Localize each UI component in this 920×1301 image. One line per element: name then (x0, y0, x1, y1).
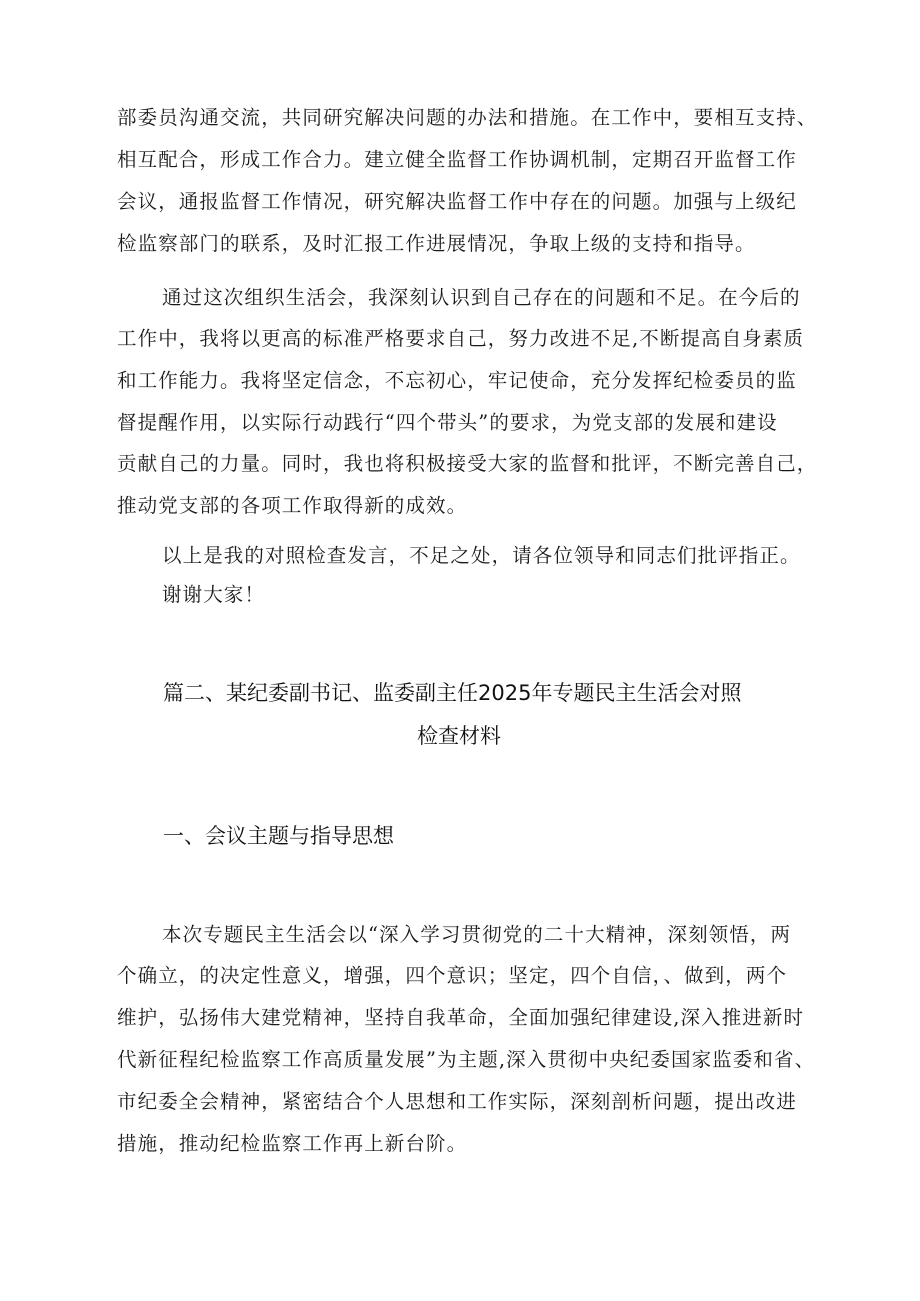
document-title-line-2: 检查材料 (417, 724, 501, 748)
section-heading: 一、会议主题与指导思想 (163, 824, 394, 848)
paragraph-line: 措施，推动纪检监察工作再上新台阶。 (117, 1132, 468, 1155)
document-title-line-1: 篇二、某纪委副书记、监委副主任2025年专题民主生活会对照 (163, 681, 742, 705)
paragraph-line: 个确立，的决定性意义，增强，四个意识；坚定，四个自信，、做到，两个 (117, 964, 788, 987)
paragraph-line: 工作中，我将以更高的标准严格要求自己，努力改进不足,不断提高自身素质 (117, 327, 805, 350)
thanks-line: 谢谢大家！ (162, 583, 266, 606)
paragraph-line: 和工作能力。我将坚定信念，不忘初心，牢记使命，充分发挥纪检委员的监 (117, 369, 797, 392)
paragraph-line: 督提醒作用，以实际行动践行“四个带头”的要求，为党支部的发展和建设 (117, 411, 778, 434)
paragraph-line: 通过这次组织生活会，我深刻认识到自己存在的问题和不足。在今后的 (162, 286, 801, 309)
paragraph-line: 会议，通报监督工作情况，研究解决监督工作中存在的问题。加强与上级纪 (117, 190, 797, 213)
paragraph-line: 代新征程纪检监察工作高质量发展”为主题,深入贯彻中央纪委国家监委和省、 (117, 1048, 816, 1071)
closing-statement: 以上是我的对照检查发言，不足之处，请各位领导和同志们批评指正。 (162, 544, 801, 567)
paragraph-line: 部委员沟通交流，共同研究解决问题的办法和措施。在工作中，要相互支持、 (117, 106, 818, 129)
paragraph-line: 贡献自己的力量。同时，我也将积极接受大家的监督和批评，不断完善自己， (117, 452, 818, 475)
paragraph-line: 维护，弘扬伟大建党精神，坚持自我革命，全面加强纪律建设,深入推进新时 (117, 1006, 805, 1029)
paragraph-line: 市纪委全会精神，紧密结合个人思想和工作实际，深刻剖析问题，提出改进 (117, 1090, 797, 1113)
paragraph-line: 相互配合，形成工作合力。建立健全监督工作协调机制，定期召开监督工作 (117, 148, 797, 171)
paragraph-line: 推动党支部的各项工作取得新的成效。 (117, 494, 468, 517)
paragraph-line: 检监察部门的联系，及时汇报工作进展情况，争取上级的支持和指导。 (117, 232, 756, 255)
paragraph-line: 本次专题民主生活会以“深入学习贯彻党的二十大精神，深刻领悟，两 (162, 923, 792, 946)
